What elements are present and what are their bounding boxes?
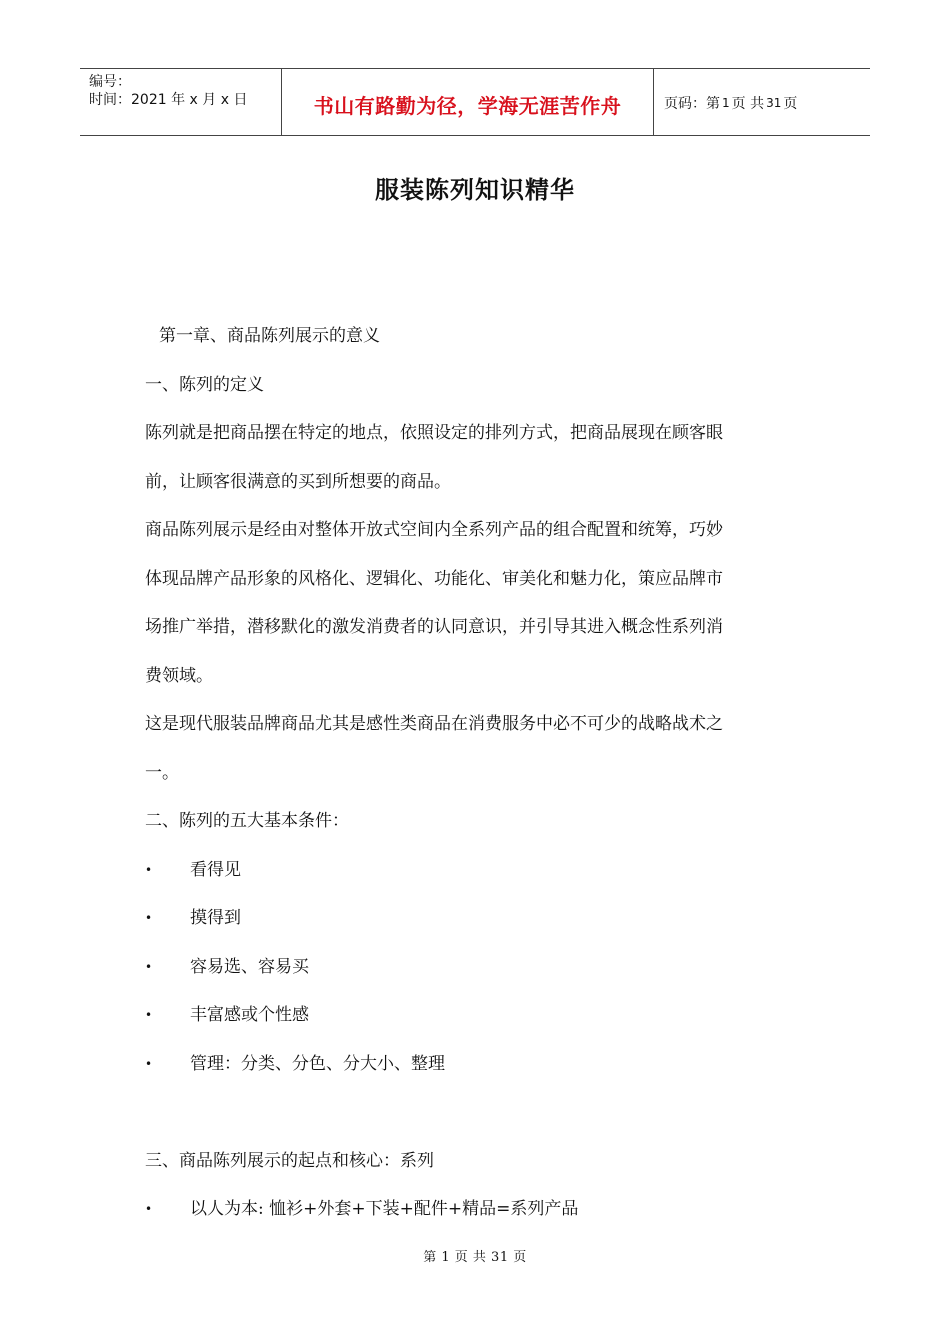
list-item: [145, 1193, 815, 1242]
list-item-text: 以人为本: 恤衫+外套+下装+配件+精品=系列产品: [190, 1199, 579, 1219]
list-item: [145, 999, 815, 1048]
bullet-icon: •: [145, 862, 153, 877]
list-item-text: 摸得到: [190, 908, 241, 928]
header-meta-cell: [80, 69, 282, 135]
page-suffix: 页: [783, 96, 798, 112]
chapter-heading: 第一章、商品陈列展示的意义: [159, 326, 380, 346]
spacer: [145, 1096, 815, 1145]
header-motto: 书山有路勤为径，学海无涯苦作舟: [282, 69, 654, 135]
list-item: [145, 951, 815, 1000]
paragraph-2-line-1: 商品陈列展示是经由对整体开放式空间内全系列产品的组合配置和统筹，巧妙: [145, 520, 723, 540]
bullet-icon: •: [145, 1056, 153, 1071]
paragraph-3-line-2: 一。: [145, 762, 179, 783]
number-label: 编号：: [89, 74, 131, 90]
paragraph-1-line-1: 陈列就是把商品摆在特定的地点，依照设定的排列方式，把商品展现在顾客眼: [145, 423, 723, 443]
section-heading-2: 二、陈列的五大基本条件：: [145, 811, 349, 831]
list-item-text: 管理：分类、分色、分大小、整理: [190, 1053, 445, 1074]
paragraph-2-line-4: 费领域。: [145, 665, 213, 686]
page-prefix: 页码：第: [664, 96, 720, 112]
header-page-info: [654, 69, 870, 135]
date-label: 时间：2021 年 x 月 x 日: [89, 92, 248, 108]
list-item-text: 看得见: [190, 859, 241, 880]
list-item-text: 容易选、容易买: [190, 956, 309, 977]
bullet-icon: •: [145, 1202, 153, 1216]
bullet-icon: •: [145, 1008, 153, 1022]
paragraph-1-line-2: 前，让顾客很满意的买到所想要的商品。: [145, 471, 451, 492]
page-mid: 页 共: [731, 96, 765, 112]
section-heading-1: 一、陈列的定义: [145, 374, 264, 395]
list-item: [145, 854, 815, 903]
bullet-icon: •: [145, 911, 153, 925]
list-item: [145, 902, 815, 951]
page-total: 31: [766, 96, 782, 110]
bullet-icon: •: [145, 959, 153, 974]
list-item-text: 丰富感或个性感: [190, 1005, 309, 1025]
paragraph-2-line-2: 体现品牌产品形象的风格化、逻辑化、功能化、审美化和魅力化，策应品牌市: [145, 568, 723, 589]
page-current: 1: [722, 96, 730, 110]
document-title: 服装陈列知识精华: [375, 176, 575, 204]
document-body: [145, 320, 815, 1242]
list-item: [145, 1048, 815, 1097]
paragraph-3-line-1: 这是现代服装品牌商品尤其是感性类商品在消费服务中必不可少的战略战术之: [145, 714, 723, 734]
header-table: [80, 68, 870, 136]
page-footer: 第 1 页 共 31 页: [423, 1250, 527, 1265]
paragraph-2-line-3: 场推广举措，潜移默化的激发消费者的认同意识，并引导其进入概念性系列消: [145, 617, 723, 637]
section-heading-3: 三、商品陈列展示的起点和核心：系列: [145, 1150, 434, 1171]
